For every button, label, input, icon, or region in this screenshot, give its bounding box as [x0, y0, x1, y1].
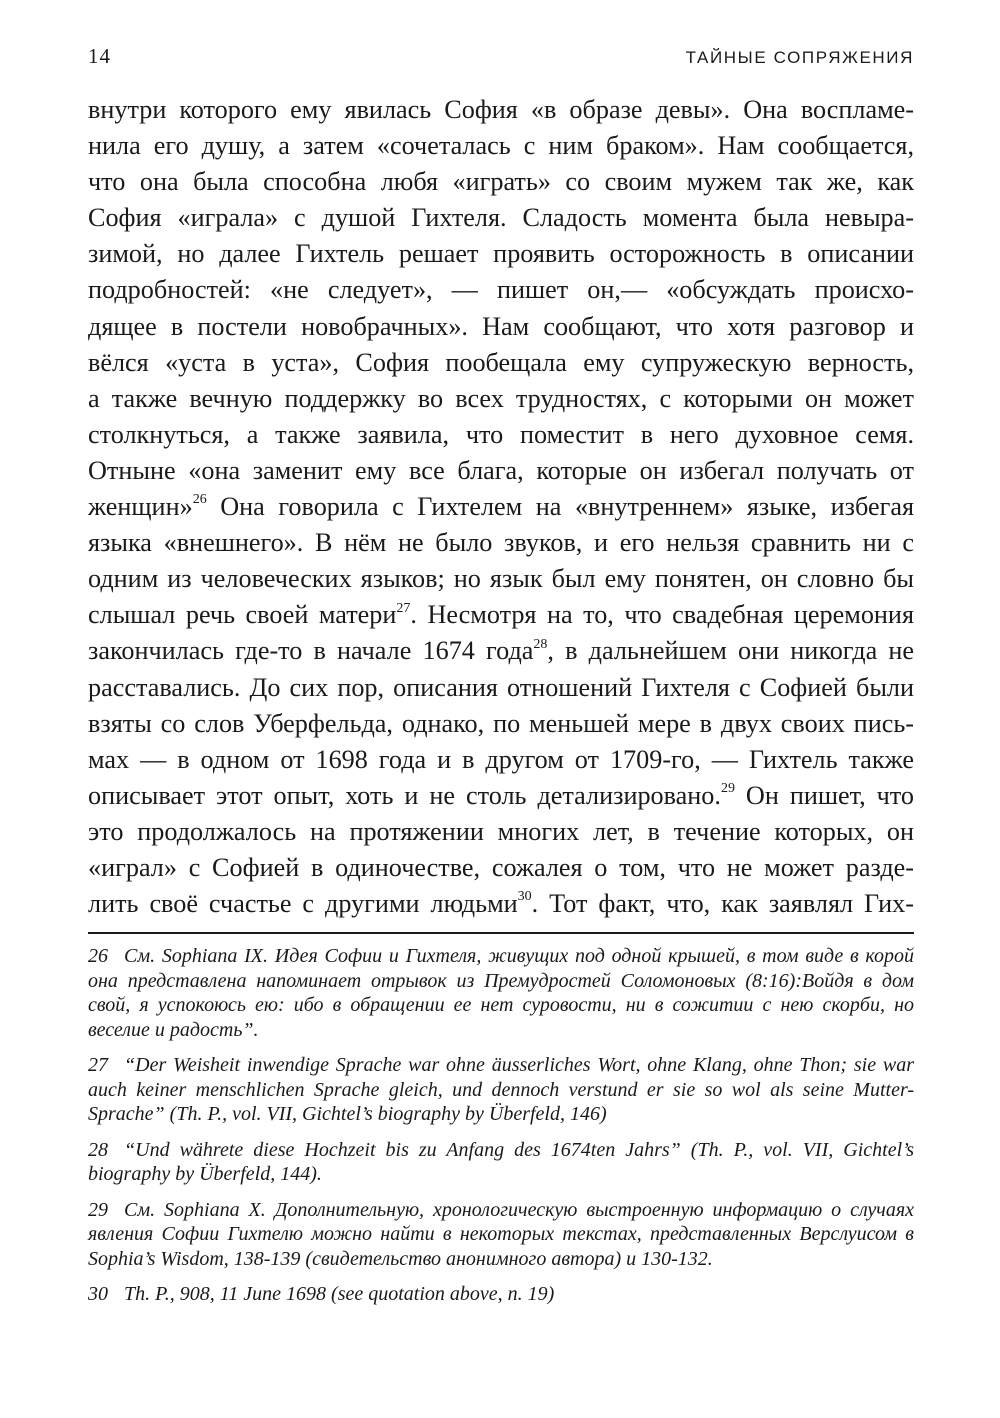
text-line: вёлся «уста в уста», София пообещала ему супружескую верность, [88, 347, 914, 377]
footnote-text: См. Sophiana IX. Идея Софии и Гихтеля, живущих под одной крышей, в том виде в корой она представлена напоминает отрывок из Премудростей Соломоновых (8:16):Войдя в дом свой, я успокоюсь ею: ибо в обращении ее нет суровости, ни в сожитии с нею скорби, но веселие и радость”. [88, 945, 914, 1041]
text-line: что она была способна любя «играть» со своим мужем так же, как [88, 167, 914, 197]
footnote-ref[interactable]: 30 [517, 889, 532, 905]
footnote-text: См. Sophiana X. Дополнительную, хронологическую выстроенную информацию о случаях явления Софии Гихтелю можно найти в некоторых текстах, представленных Верслуисом в Sophia’s Wisdom, 138-139 (свидетельство анонимного автора) и 130-132. [88, 1198, 914, 1270]
text-line: взяты со слов Уберфельда, однако, по меньшей мере в двух своих пись- [88, 708, 914, 738]
footnote-26 [88, 944, 914, 1042]
text-line: дящее в постели новобрачных». Нам сообщают, что хотя разговор и [88, 311, 914, 341]
text-line: языка «внешнего». В нём не было звуков, и его нельзя сравнить ни с [88, 528, 914, 558]
text-segment: , в дальнейшем они никогда не [547, 636, 914, 666]
main-text [88, 92, 914, 922]
text-segment: . Несмотря на то, что свадебная церемония [410, 600, 914, 630]
footnote-ref[interactable]: 29 [720, 781, 735, 797]
text-line: София «играла» с душой Гихтеля. Сладость момента была невыра- [88, 203, 914, 233]
footnote-number: 26 [88, 945, 108, 968]
text-segment: Она говорила с Гихтелем на «внутреннем» языке, избегая [206, 492, 914, 522]
text-line: а также вечную поддержку во всех трудностях, с которыми он может [88, 383, 914, 413]
text-line [88, 489, 914, 525]
text-segment: женщин» [88, 492, 193, 522]
text-line [88, 597, 914, 633]
footnote-divider [88, 932, 914, 934]
text-line: это продолжалось на протяжении многих лет, в течение которых, он [88, 816, 914, 846]
footnotes [88, 944, 914, 1307]
text-line: подробностей: «не следует», — пишет он,— «обсуждать происхо- [88, 275, 914, 305]
text-line: внутри которого ему явилась София «в образе девы». Она воспламе- [88, 95, 914, 124]
text-line: «играл» с Софией в одиночестве, сожалея о том, что не может разде- [88, 852, 914, 882]
text-segment: закончилась где-то в начале 1674 года [88, 636, 534, 666]
text-line: нила его душу, а затем «сочеталась с ним браком». Нам сообщается, [88, 131, 914, 161]
page-number: 14 [88, 44, 111, 68]
footnote-28 [88, 1138, 914, 1187]
text-segment: описывает этот опыт, хоть и не столь детализировано. [88, 780, 721, 810]
text-line [88, 778, 914, 814]
text-line: столкнуться, а также заявила, что поместит в него духовное семя. [88, 419, 914, 449]
footnote-text: “Der Weisheit inwendige Sprache war ohne äusserliches Wort, ohne Klang, ohne Thon; sie war auch keiner menschlichen Sprache gleich, und dennoch verstund er sie so wol als seine Mutter-Sprache” (Th. P., vol. VII, Gichtel’s biography by Überfeld, 146) [88, 1054, 914, 1126]
text-line: Отныне «она заменит ему все блага, которые он избегал получать от [88, 455, 914, 485]
text-line [88, 886, 914, 922]
text-line: мах — в одном от 1698 года и в другом от 1709-го, — Гихтель также [88, 744, 914, 774]
footnote-ref[interactable]: 28 [533, 636, 548, 652]
footnote-number: 28 [88, 1138, 108, 1161]
footnote-number: 29 [88, 1198, 108, 1221]
footnote-29 [88, 1198, 914, 1272]
footnote-27 [88, 1053, 914, 1127]
footnote-text: Th. P., 908, 11 June 1698 (see quotation above, n. 19) [124, 1283, 555, 1306]
text-segment: слышал речь своей матери [88, 600, 397, 630]
text-line [88, 633, 914, 669]
footnote-ref[interactable]: 27 [396, 600, 411, 616]
text-segment: лить своё счастье с другими людьми [88, 889, 518, 919]
text-segment: Он пишет, что [734, 780, 914, 810]
footnote-number: 30 [88, 1283, 108, 1306]
footnote-30 [88, 1282, 914, 1307]
text-line: одним из человеческих языков; но язык был ему понятен, он словно бы [88, 564, 914, 594]
running-head [88, 44, 914, 84]
footnote-ref[interactable]: 26 [192, 492, 207, 508]
running-title: ТАЙНЫЕ СОПРЯЖЕНИЯ [685, 48, 914, 67]
text-line: зимой, но далее Гихтель решает проявить осторожность в описании [88, 239, 914, 269]
text-line: расставались. До сих пор, описания отношений Гихтеля с Софией были [88, 672, 914, 702]
footnote-number: 27 [88, 1054, 108, 1077]
text-segment: . Тот факт, что, как заявлял Гих- [531, 889, 914, 919]
book-page [88, 44, 914, 1384]
footnote-text: “Und währete diese Hochzeit bis zu Anfang des 1674ten Jahrs” (Th. P., vol. VII, Gichtel’s biography by Überfeld, 144). [88, 1138, 914, 1186]
